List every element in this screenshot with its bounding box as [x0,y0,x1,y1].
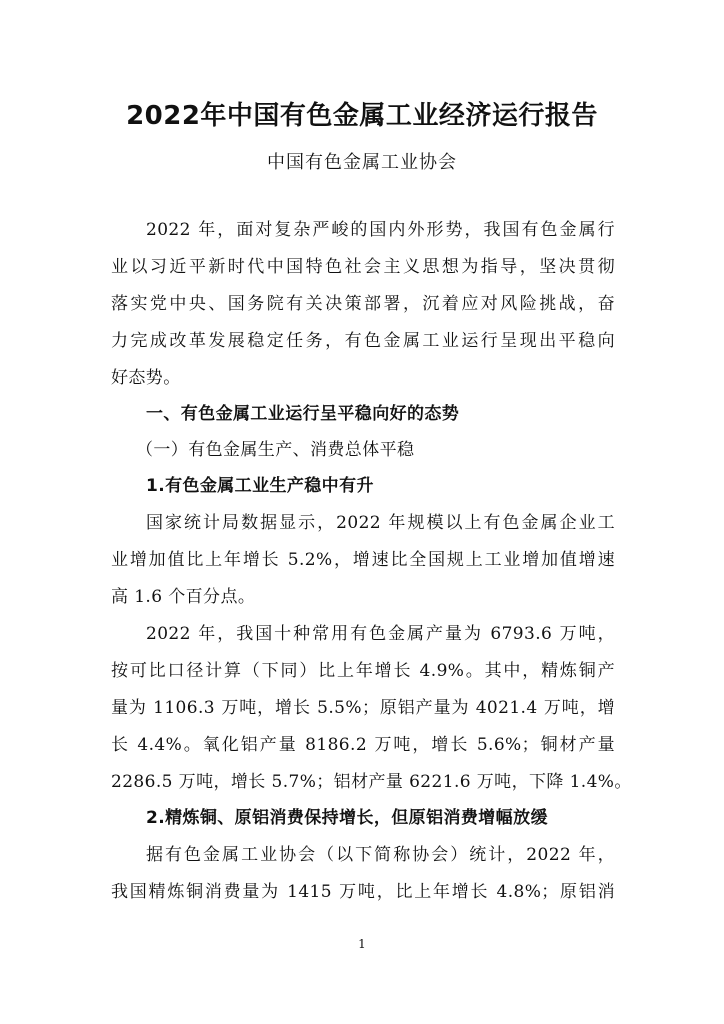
paragraph-line: 好态势。 [111,368,181,388]
paragraph-line: 我国精炼铜消费量为 1415 万吨，比上年增长 4.8%；原铝消 [111,882,615,902]
page-number: 1 [358,937,366,951]
paragraph-line: 落实党中央、国务院有关决策部署，沉着应对风险挑战，奋 [111,294,615,314]
paragraph-line: 国家统计局数据显示，2022 年规模以上有色金属企业工 [146,513,615,533]
paragraph-line: 业以习近平新时代中国特色社会主义思想为指导，坚决贯彻 [111,257,615,277]
paragraph-line: 据有色金属工业协会（以下简称协会）统计，2022 年， [146,845,615,865]
paragraph-line: 量为 1106.3 万吨，增长 5.5%；原铝产量为 4021.4 万吨，增 [111,698,615,718]
paragraph-line: 2022 年，我国十种常用有色金属产量为 6793.6 万吨， [146,624,615,644]
document-title: 2022年中国有色金属工业经济运行报告 [126,101,598,131]
paragraph-line: 按可比口径计算（下同）比上年增长 4.9%。其中，精炼铜产 [111,661,615,681]
document-author: 中国有色金属工业协会 [267,152,457,173]
subsection-heading: （一）有色金属生产、消费总体平稳 [136,440,415,460]
item-heading: 1.有色金属工业生产稳中有升 [146,476,374,496]
paragraph-line: 力完成改革发展稳定任务，有色金属工业运行呈现出平稳向 [111,331,615,351]
paragraph-line: 长 4.4%。氧化铝产量 8186.2 万吨，增长 5.6%；铜材产量 [111,735,615,755]
paragraph-line: 高 1.6 个百分点。 [111,587,256,607]
paragraph-line: 2286.5 万吨，增长 5.7%；铝材产量 6221.6 万吨，下降 1.4%。 [111,772,632,792]
section-heading: 一、有色金属工业运行呈平稳向好的态势 [146,404,460,424]
paragraph-line: 业增加值比上年增长 5.2%，增速比全国规上工业增加值增速 [111,550,615,570]
item-heading: 2.精炼铜、原铝消费保持增长，但原铝消费增幅放缓 [146,808,548,828]
paragraph-line: 2022 年，面对复杂严峻的国内外形势，我国有色金属行 [146,220,615,240]
